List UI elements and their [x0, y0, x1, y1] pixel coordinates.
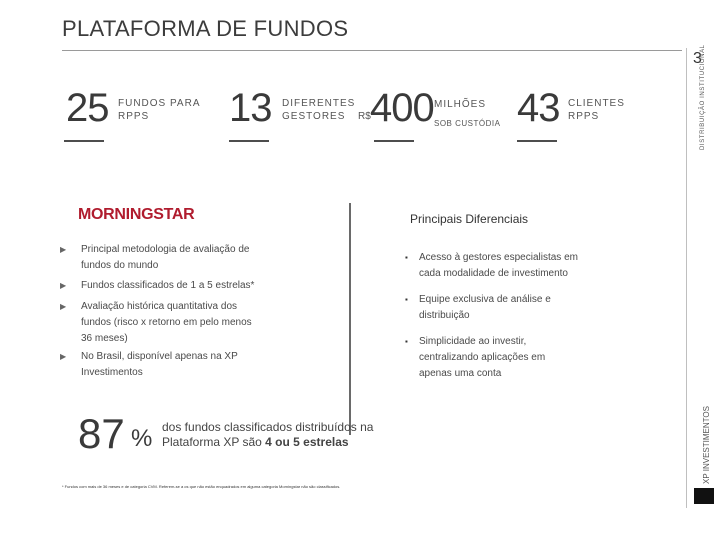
stat-managers-label: [282, 97, 355, 123]
page-title: PLATAFORMA DE FUNDOS: [62, 16, 349, 41]
highlight-description: [162, 420, 373, 450]
differential-line: Equipe exclusiva de análise e: [419, 294, 551, 305]
stat-funds-label-line2: RPPS: [118, 111, 150, 122]
stat-clients-label-line2: RPPS: [568, 111, 600, 122]
differential-item: [405, 334, 546, 382]
differential-line: distribuição: [419, 310, 470, 321]
bullet-line: fundos do mundo: [81, 260, 159, 271]
morningstar-bullet: [60, 242, 250, 274]
stat-clients-value: 43: [517, 86, 560, 130]
bullet-line: 36 meses): [81, 333, 128, 344]
stat-funds-label-line1: FUNDOS PARA: [118, 98, 201, 109]
differential-line: apenas uma conta: [419, 368, 502, 379]
morningstar-bullet: [60, 349, 238, 381]
side-label: DISTRIBUIÇÃO INSTITUCIONAL: [700, 44, 706, 150]
stat-custody-dash: [374, 140, 414, 142]
stat-custody-prefix: R$: [358, 111, 371, 122]
side-divider: [686, 48, 687, 508]
stat-clients-label: [568, 97, 625, 123]
triangle-bullet-icon: ▶: [60, 281, 67, 290]
column-divider: [349, 203, 351, 435]
square-bullet-icon: ▪: [405, 295, 408, 304]
stat-managers-dash: [229, 140, 269, 142]
stat-funds-label: [118, 97, 201, 123]
triangle-bullet-icon: ▶: [60, 352, 67, 361]
highlight-unit: %: [131, 425, 153, 452]
triangle-bullet-icon: ▶: [60, 245, 67, 254]
bullet-line: Fundos classificados de 1 a 5 estrelas*: [81, 280, 255, 291]
differential-item: [405, 292, 551, 324]
differential-line: cada modalidade de investimento: [419, 268, 568, 279]
footnote: * Fundos com mais de 36 meses e de categoria CVM. Referem-se a os que não estão enquadrados em alguma categoria Morningstar não são classificados.: [62, 484, 341, 489]
bullet-line: Principal metodologia de avaliação de: [81, 244, 250, 255]
stat-funds-dash: [64, 140, 104, 142]
square-bullet-icon: ▪: [405, 253, 408, 262]
bullet-line: No Brasil, disponível apenas na XP: [81, 351, 238, 362]
stat-custody-label-line1: MILHÕES: [434, 99, 487, 110]
stat-clients-label-line1: CLIENTES: [568, 98, 625, 109]
differentials-title: Principais Diferenciais: [410, 212, 529, 226]
morningstar-logo: MORNINGSTAR: [78, 206, 195, 223]
brand-side-label: XP INVESTIMENTOS: [702, 406, 711, 484]
stat-funds-value: 25: [66, 86, 109, 130]
highlight-line2-prefix: Plataforma XP são: [162, 435, 266, 449]
highlight-value: 87: [78, 410, 125, 457]
triangle-bullet-icon: ▶: [60, 302, 67, 311]
highlight-line2-bold: 4 ou 5 estrelas: [265, 435, 349, 449]
xp-logo-icon: [694, 488, 714, 504]
differential-line: centralizando aplicações em: [419, 352, 546, 363]
bullet-line: Avaliação histórica quantitativa dos: [81, 301, 238, 312]
highlight-line1: dos fundos classificados distribuídos na: [162, 420, 374, 434]
header-divider: [62, 50, 682, 51]
highlight-line2: [162, 435, 373, 450]
stat-managers-label-line2: GESTORES: [282, 111, 346, 122]
stat-managers-label-line1: DIFERENTES: [282, 98, 356, 109]
differential-line: Acesso à gestores especialistas em: [419, 252, 578, 263]
stat-custody-value: 400: [370, 86, 434, 130]
morningstar-bullet: [60, 299, 252, 347]
differential-item: [405, 250, 578, 282]
square-bullet-icon: ▪: [405, 337, 408, 346]
stat-custody-label-line2: SOB CUSTÓDIA: [434, 119, 501, 128]
stat-managers-value: 13: [229, 86, 272, 130]
bullet-line: fundos (risco x retorno em pelo menos: [81, 317, 252, 328]
morningstar-bullet: [60, 278, 255, 294]
differential-line: Simplicidade ao investir,: [419, 336, 527, 347]
bullet-line: Investimentos: [81, 367, 143, 378]
stat-clients-dash: [517, 140, 557, 142]
page-number: 3: [693, 50, 702, 67]
